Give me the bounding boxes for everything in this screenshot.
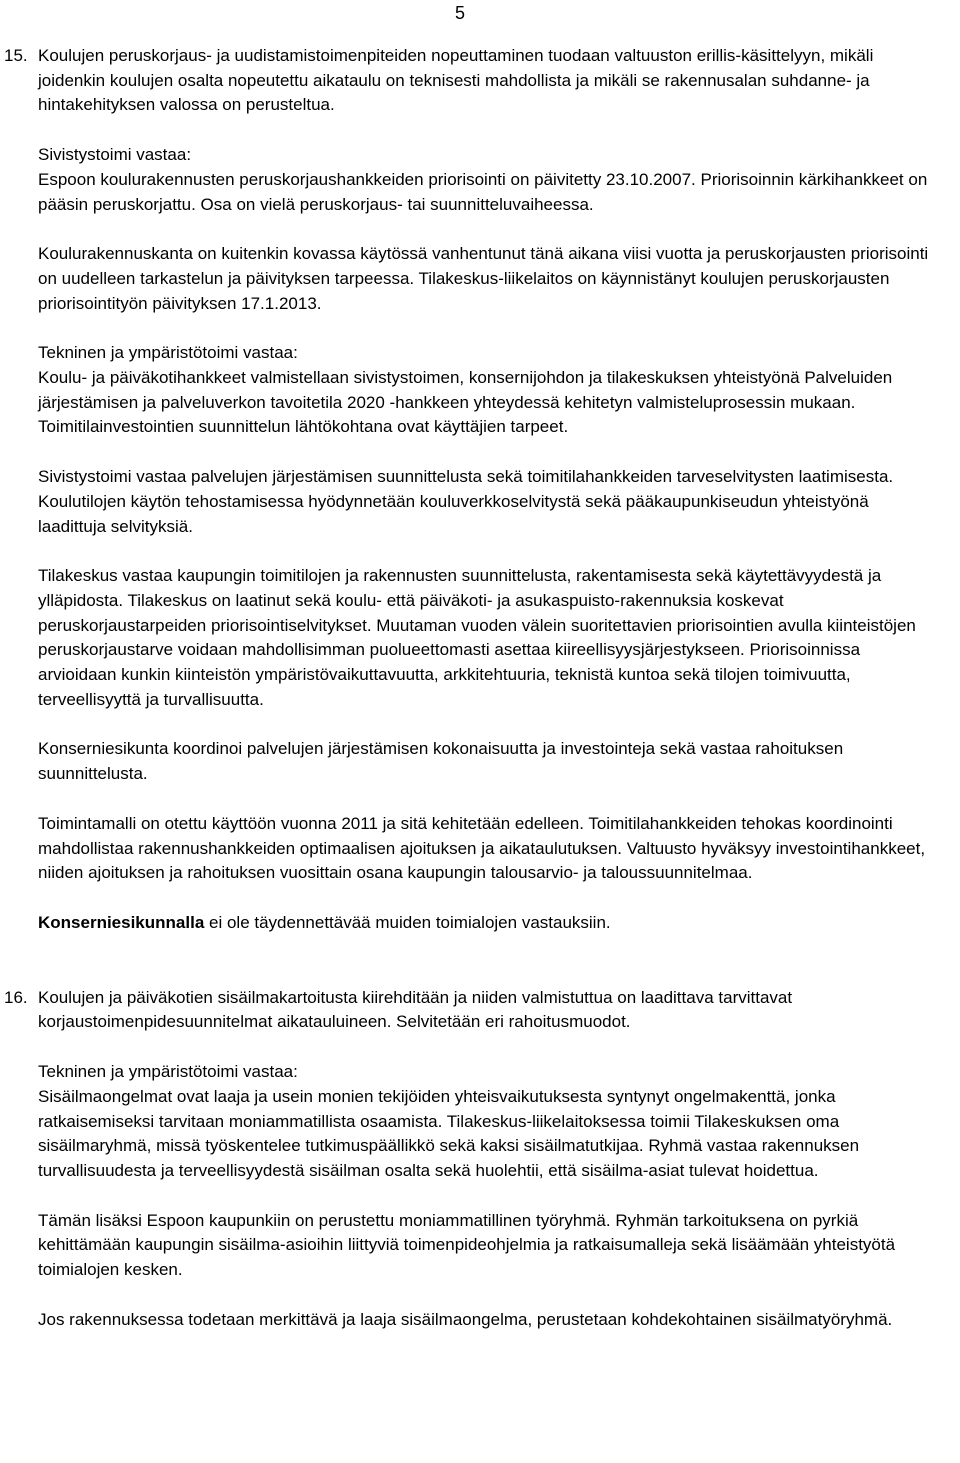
paragraph: Sisäilmaongelmat ovat laaja ja usein monien tekijöiden yhteisvaikutuksesta syntynyt ongelmakenttä, jonka ratkaisemiseksi tarvitaan moniammatillista osaamista. Tilakeskus-liikelaitoksessa toimii Tilakeskuksen oma sisäilmaryhmä, missä työskentelee tutkimuspäällikkö sekä kaksi sisäilmatutkijaa. Ryhmä vastaa rakennuksen turvallisuudesta ja terveellisyydestä sisäilman osalta sekä huolehtii, että sisäilma-asiat tulevat hoidettua. [38, 1086, 860, 1180]
paragraph: Espoon koulurakennusten peruskorjaushankkeiden priorisointi on päivitetty 23.10.2007. Priorisoinnin kärkihankkeet on pääsin peruskorjattu. Osa on vielä peruskorjaus- tai suunnitteluvaiheessa. [38, 169, 928, 214]
item-16 [0, 986, 960, 1333]
item-number: 16. [4, 987, 28, 1007]
item-15 [0, 44, 960, 936]
paragraph: Jos rakennuksessa todetaan merkittävä ja laaja sisäilmaongelma, perustetaan kohdekohtainen sisäilmatyöryhmä. [38, 1309, 893, 1329]
page-number: 5 [455, 3, 466, 23]
response-heading-konserniesikunta: Konserniesikunnalla [38, 912, 205, 932]
paragraph: Tämän lisäksi Espoon kaupunkiin on perustettu moniammatillinen työryhmä. Ryhmän tarkoituksena on pyrkiä kehittämään kaupungin sisäilma-asioihin liittyviä toimenpideohjelmia ja ratkaisumalleja sekä lisäämään yhteistyötä toimialojen kesken. [38, 1210, 896, 1280]
item-intro: Koulujen ja päiväkotien sisäilmakartoitusta kiirehditään ja niiden valmistuttua on laadittava tarvittavat korjaustoimenpidesuunnitelmat aikatauluineen. Selvitetään eri rahoitusmuodot. [38, 987, 793, 1032]
paragraph: Konserniesikunta koordinoi palvelujen järjestämisen kokonaisuutta ja investointeja sekä vastaa rahoituksen suunnittelusta. [38, 739, 844, 784]
paragraph: Toimintamalli on otettu käyttöön vuonna 2011 ja sitä kehitetään edelleen. Toimitilahankkeiden tehokas koordinointi mahdollistaa rakennushankkeiden optimaalisen ajoituksen ja aikataulutuksen. Valtuusto hyväksyy investointihankkeet, niiden ajoituksen ja rahoituksen vuosittain osana kaupungin talousarvio- ja taloussuunnitelmaa. [38, 813, 926, 883]
response-heading-tekninen: Tekninen ja ympäristötoimi vastaa: [38, 343, 298, 363]
paragraph: Koulu- ja päiväkotihankkeet valmistellaan sivistystoimen, konsernijohdon ja tilakeskuksen yhteistyönä Palveluiden järjestämisen ja palveluverkon tavoitetila 2020 -hankkeen yhteydessä kehitetyn valmisteluprosessin mukaan. Toimitilainvestointien suunnittelun lähtökohtana ovat käyttäjien tarpeet. [38, 368, 893, 437]
response-text: ei ole täydennettävää muiden toimialojen vastauksiin. [204, 912, 611, 932]
response-heading-tekninen: Tekninen ja ympäristötoimi vastaa: [38, 1062, 298, 1082]
paragraph: Sivistystoimi vastaa palvelujen järjestämisen suunnittelusta sekä toimitilahankkeiden tarveselvitysten laatimisesta. Koulutilojen käytön tehostamisessa hyödynnetään kouluverkkoselvitystä sekä pääkaupunkiseudun yhteistyönä laadittuja selvityksiä. [38, 467, 894, 536]
item-intro: Koulujen peruskorjaus- ja uudistamistoimenpiteiden nopeuttaminen tuodaan valtuuston erillis-käsittelyyn, mikäli joidenkin koulujen osalta nopeutettu aikataulu on teknisesti mahdollista ja mikäli se rakennusalan suhdanne- ja hintakehityksen valossa on perusteltua. [38, 46, 874, 115]
response-heading-sivistystoimi: Sivistystoimi vastaa: [38, 145, 192, 165]
konserniesikunta-response [38, 911, 940, 936]
document-body [0, 44, 960, 1332]
paragraph: Tilakeskus vastaa kaupungin toimitilojen ja rakennusten suunnittelusta, rakentamisesta sekä käytettävyydestä ja ylläpidosta. Tilakeskus on laatinut sekä koulu- että päiväkoti- ja asukaspuisto-rakennuksia koskevat peruskorjaustarpeiden priorisointiselvitykset. Muutaman vuoden välein suoritettavien priorisointien avulla kiinteistöjen peruskorjaustarve voidaan mahdollisimman puolueettomasti asettaa kiireellisyysjärjestykseen. Priorisoinnissa arvioidaan kunkin kiinteistön ympäristövaikuttavuutta, arkkitehtuuria, teknistä kuntoa sekä tilojen toimivuutta, terveellisyyttä ja turvallisuutta. [38, 566, 916, 709]
item-number: 15. [4, 46, 28, 65]
paragraph: Koulurakennuskanta on kuitenkin kovassa käytössä vanhentunut tänä aikana viisi vuotta ja peruskorjausten priorisointi on uudelleen tarkastelun ja päivityksen tarpeessa. Tilakeskus-liikelaitos on käynnistänyt koulujen peruskorjausten priorisointityön päivityksen 17.1.2013. [38, 244, 929, 313]
